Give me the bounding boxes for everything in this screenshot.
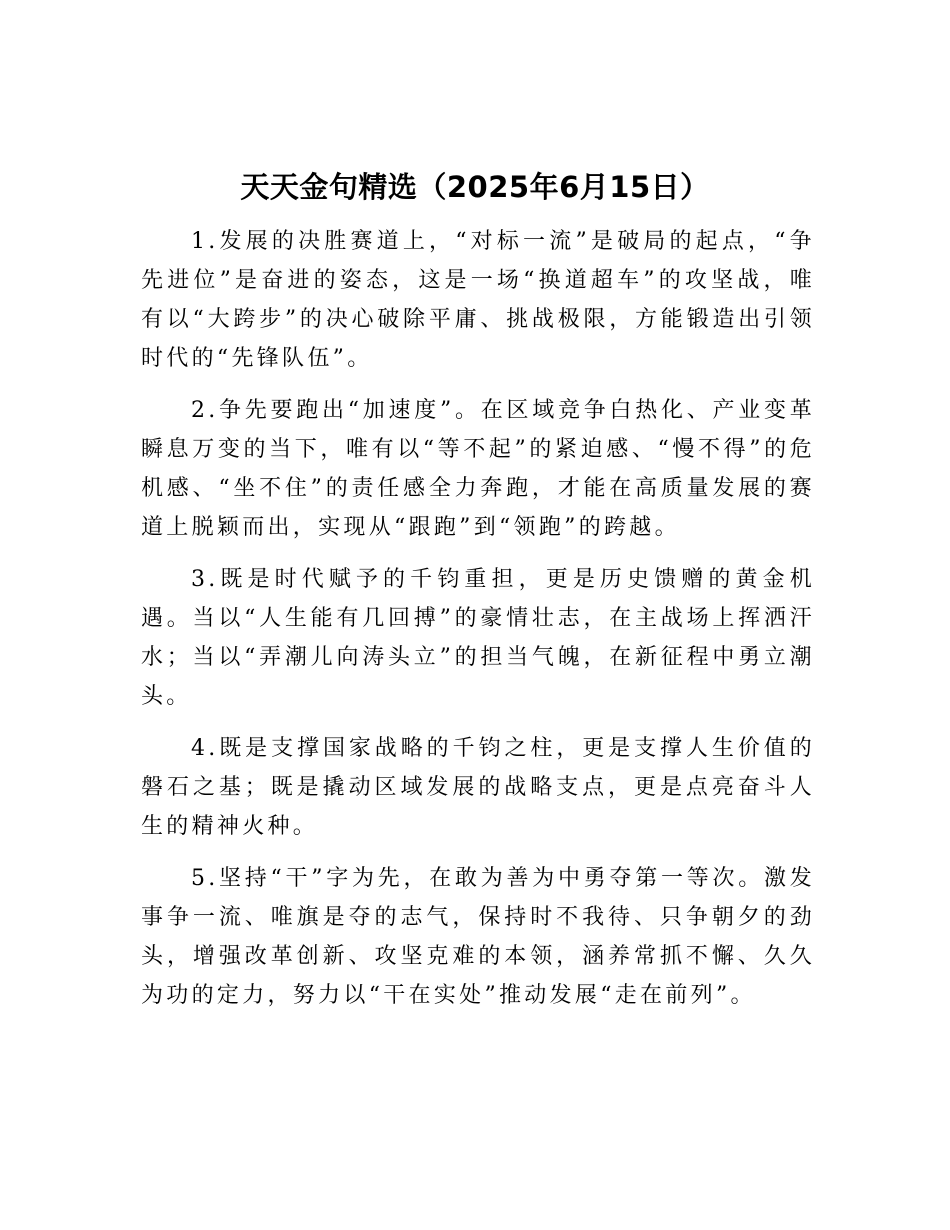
paragraph-3: 3.既是时代赋予的千钧重担，更是历史馈赠的黄金机遇。当以“人生能有几回搏”的豪情壮志，在主战场上挥洒汗水；当以“弄潮儿向涛头立”的担当气魄，在新征程中勇立潮头。 xyxy=(141,567,815,709)
document-title: 天天金句精选（2025年6月15日） xyxy=(240,170,710,204)
paragraph-1: 1.发展的决胜赛道上，“对标一流”是破局的起点，“争先进位”是奋进的姿态，这是一场“换道超车”的攻坚战，唯有以“大跨步”的决心破除平庸、挑战极限，方能锻造出引领时代的“先锋队伍”。 xyxy=(141,229,815,371)
paragraph-2: 2.争先要跑出“加速度”。在区域竞争白热化、产业变革瞬息万变的当下，唯有以“等不起”的紧迫感、“慢不得”的危机感、“坐不住”的责任感全力奔跑，才能在高质量发展的赛道上脱颖而出，实现从“跟跑”到“领跑”的跨越。 xyxy=(141,398,815,540)
document-body xyxy=(141,222,815,1028)
paragraph-4: 4.既是支撑国家战略的千钧之柱，更是支撑人生价值的磐石之基；既是撬动区域发展的战略支点，更是点亮奋斗人生的精神火种。 xyxy=(141,736,815,839)
paragraph-5: 5.坚持“干”字为先，在敢为善为中勇夺第一等次。激发事争一流、唯旗是夺的志气，保持时不我待、只争朝夕的劲头，增强改革创新、攻坚克难的本领，涵养常抓不懈、久久为功的定力，努力以“干在实处”推动发展“走在前列”。 xyxy=(141,866,815,1008)
